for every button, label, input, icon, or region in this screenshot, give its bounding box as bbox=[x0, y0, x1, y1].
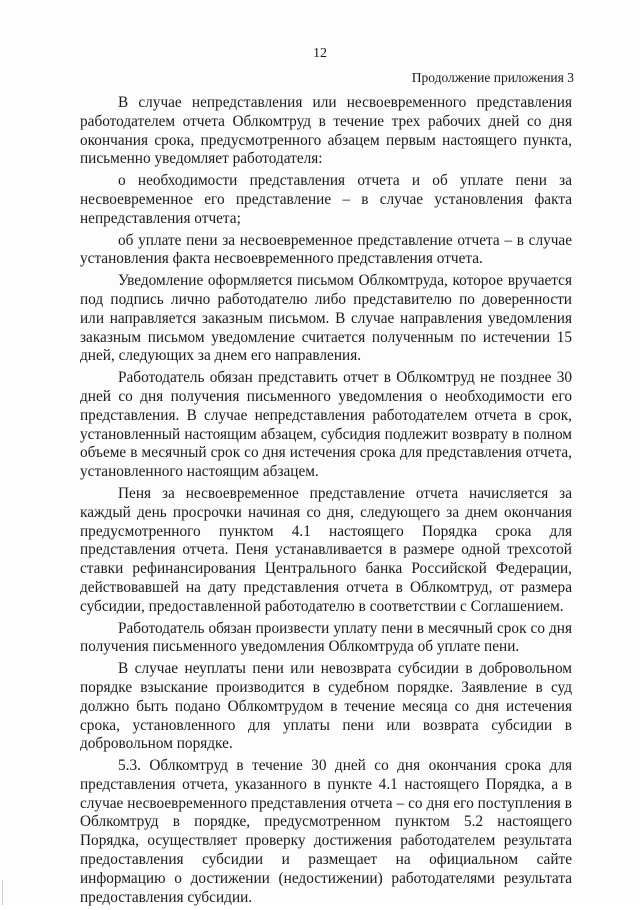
scan-edge-mark bbox=[2, 880, 3, 905]
paragraph-penalty-calculation: Пеня за несвоевременное представление отчета начисляется за каждый день просрочки начиная со дня, следующего за днем окончания предусмотренного пунктом 4.1 настоящего Порядка срока для представления отчета. Пеня устанавливается в размере одной трехсотой ставки рефинансирования Центрального банка Российской Федерации, действовавшей на дату представления отчета в Облкомтруд, от размера субсидии, предоставленной работодателю в соответствии с Соглашением. bbox=[80, 484, 572, 615]
paragraph-notice-option-penalty: об уплате пени за несвоевременное представление отчета – в случае установления факта несвоевременного представления отчета. bbox=[80, 231, 572, 268]
paragraph-section-5-3: 5.3. Облкомтруд в течение 30 дней со дня окончания срока для представления отчета, указанного в пункте 4.1 настоящего Порядка, а в случае несвоевременного представления отчета – со дня его поступления в Облкомтруд в порядке, предусмотренном пунктом 5.2 настоящего Порядка, осуществляет проверку достижения работодателем результата предоставления субсидии и размещает на официальном сайте информацию о достижении (недостижении) работодателями результата предоставления субсидии. bbox=[80, 757, 572, 906]
paragraph-report-deadline: Работодатель обязан представить отчет в Облкомтруд не позднее 30 дней со дня получения письменного уведомления о необходимости его представления. В случае непредставления работодателем отчета в срок, установленный настоящим абзацем, субсидия подлежит возврату в полном объеме в месячный срок со дня истечения срока для представления отчета, установленного настоящим абзацем. bbox=[80, 369, 572, 481]
paragraph-notification-delivery: Уведомление оформляется письмом Облкомтруда, которое вручается под подпись лично работодателю либо представителю по доверенности или направляется заказным письмом. В случае направления уведомления заказным письмом уведомление считается полученным по истечении 15 дней, следующих за днем его направления. bbox=[80, 272, 572, 365]
paragraph-penalty-payment: Работодатель обязан произвести уплату пени в месячный срок со дня получения письменного уведомления Облкомтруда об уплате пени. bbox=[80, 619, 572, 656]
appendix-continuation-label: Продолжение приложения 3 bbox=[411, 70, 574, 85]
paragraph-nonsubmission-notice: В случае непредставления или несвоевременного представления работодателем отчета Облкомтруд в течение трех рабочих дней со дня окончания срока, предусмотренного абзацем первым настоящего пункта, письменно уведомляет работодателя: bbox=[80, 94, 572, 168]
paragraph-court-recovery: В случае неуплаты пени или невозврата субсидии в добровольном порядке взыскание производится в судебном порядке. Заявление в суд должно быть подано Облкомтрудом в течение месяца со дня истечения срока, установленного для уплаты пени или возврата субсидии в добровольном порядке. bbox=[80, 660, 572, 753]
document-body bbox=[80, 94, 572, 910]
page-number: 12 bbox=[313, 46, 327, 61]
paragraph-notice-option-submit: о необходимости представления отчета и об уплате пени за несвоевременное его представление – в случае установления факта непредставления отчета; bbox=[80, 172, 572, 227]
